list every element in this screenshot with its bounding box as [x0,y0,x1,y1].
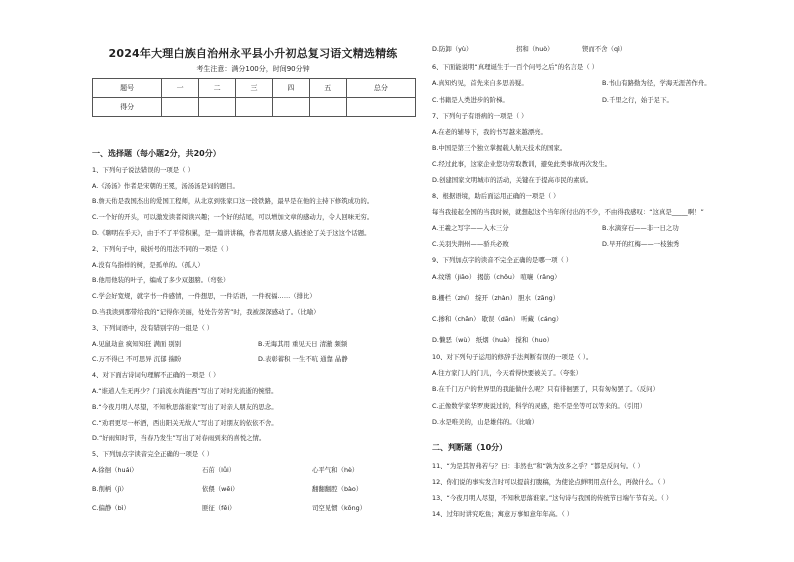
question-context: 每当我接起全国的当我时候，就想起这个当年所付出的不少，不由得我感叹：“这真是_____啊！” [432,208,704,216]
score-header-cell: 二 [199,79,236,98]
question-line: A.“谁道人生无再少？门前流水尚能西”写出了对时光流逝的惋惜。 [92,387,278,395]
option-d: D.懒恶（wù） 纸烟（huà） 搅和（huo） [432,336,554,344]
option-b: B.书山有路勤为径，学海无涯苦作舟。 [602,79,711,87]
question-line: D.“好雨知时节，当春乃发生”写出了对春雨到来的喜悦之情。 [92,434,266,442]
option-a: A.见鼠劫意 疯知知狂 满面 别别 [92,340,182,348]
option-d: D.防卸（yù） [432,45,473,53]
option-c: C.正像数学家华罗庚说过的，科学的灵感，绝不是坐等可以等来的。（引用） [432,402,647,410]
option-b-3: 翻翻翻腔（bào） [312,485,363,493]
option-b: B.栅栏（zhí） 绽开（zhàn） 胆水（zāng） [432,294,560,302]
question-line: 7、下列句子有语病的一项是（ ） [432,112,528,120]
question-line: 1、下列句子说法错误的一项是（ ） [92,166,194,174]
question-line: C.一个好的开头，可以激发读者阅读兴趣；一个好的结尾，可以增加文章的感动力，令人回味无穷。 [92,213,374,221]
option-c: C.掺和（chān） 歇误（dān） 听藏（cáng） [432,315,563,323]
score-header-cell: 三 [236,79,273,98]
question-line: B.他用他装的叶子，编成了多少双翅膀。（弯张） [92,276,230,284]
score-table [92,78,416,117]
exam-notice: 考生注意：满分100分，时间90分钟 [196,65,310,73]
option-c: C.偏静（bì） [92,504,130,512]
option-b: B.削柄（jì） [92,485,128,493]
option-c: C.关羽失荆州——骄兵必败 [432,240,509,248]
option-d: D.创建国家文明城市的活动，关键在于提高市民的素质。 [432,176,593,184]
option-c: C.万不得已 不可思异 沉郁 揣盼 [92,355,182,363]
judge-question: 11、“为是其智弗若与？曰：非然也”和“孰为汝多之乎？”都是反问句。（ ） [432,462,644,470]
question-line: 6、下面能说明“真理诞生于一百个问号之后”的名言是（ ） [432,63,599,71]
option-a-2: 石茁（lǚi） [202,466,236,474]
question-line: 8、根据语境，助后面运用正确的一项是（ ） [432,192,560,200]
section-choice-title: 一、选择题（每小题2分，共20分） [92,149,221,158]
judge-question: 13、“今夜月明人尽望，不知秋思落谁家。”这句诗与我国的传统节日端午节有关。（ ） [432,494,673,502]
score-header-cell: 题号 [93,79,162,98]
question-line: 2、下列句子中，破折号的用法不同的一项是（ ） [92,245,233,253]
judge-question: 14、过年时讲究吃鱼；寓意万事如意年年高。（ ） [432,510,574,518]
exam-title: 2024年大理白族自治州永平县小升初总复习语文精选精练 [108,47,398,60]
option-d: D.早开的红梅——一枝独秀 [602,240,680,248]
score-cell[interactable] [309,98,346,117]
option-d: D.表彰蓄积 一生不吭 通靠 晶静 [258,355,348,363]
question-line: 10、对下列句子运用的修辞手法判断有误的一项是（ ）。 [432,353,593,361]
score-cell[interactable] [346,98,415,117]
option-a-3: 心平气和（hè） [312,466,359,474]
score-header-cell: 四 [272,79,309,98]
score-header-cell: 五 [309,79,346,98]
question-line: A.没有鸟指样的树，是孤单的。（孤人） [92,261,204,269]
question-line: D.《聊明在乎天》，由于不了平常积累，是一篇讲讲稿，作者用朋友感人描述论了关于这这个话题。 [92,229,371,237]
option-a: A.王羲之写字——入木三分 [432,224,509,232]
score-row-label: 得分 [93,98,162,117]
option-c-2: 匪征（fěi） [202,504,236,512]
score-table-score-row [93,98,416,117]
option-b: B.中国是第三个独立掌握载人航天技术的国家。 [432,144,567,152]
question-line: A.《汤汤》作者是宋朝的王冕，汤汤汤是词的题目。 [92,182,239,190]
option-c-3: 司空见惯（kōng） [312,504,367,512]
question-line: D.当我读到那带给我的“记得你美丽，处处告劳苦”时，我被深深感动了。（比喻） [92,308,320,316]
option-b: B.无诲其用 重见天日 清澈 频频 [258,340,348,348]
option-b: B.在千门万户的世界里的我能做什么呢？只有徘徊罢了，只有匆匆罢了。（反问） [432,385,659,393]
question-line: 9、下列加点字的读音不完全正确的是哪一项（ ） [432,256,573,264]
score-table-header-row [93,79,416,98]
judge-question: 12、你们说的事实发言时可以提前打腹稿，为使论点鲜明用点什么，再做什么。（ ） [432,478,670,486]
option-a: A.纹缮（jiāo） 揭筋（chōu） 喧嚷（rǎng） [432,273,561,281]
section-judge-title: 二、判断题（10分） [432,443,508,452]
option-b-2: 依偎（wēi） [202,485,239,493]
option-d: D.千里之行，始于足下。 [602,96,673,104]
score-header-cell: 总分 [346,79,415,98]
question-line: C.学会好宽规，就字书一件感情，一件想思，一件话语，一件祝福……（排比） [92,292,316,300]
score-cell[interactable] [199,98,236,117]
option-c: C.书籍是人类进步的阶梯。 [432,96,509,104]
option-a: A.在老的辅导下，我的书写越来越漂亮。 [432,128,547,136]
option-a: A.往方家门人的门儿，今天看得快要被关了。（夸张） [432,369,583,377]
question-line: 4、对下面古诗词句理解不正确的一项是（ ） [92,371,220,379]
option-b: B.水滴穿石——非一日之功 [602,224,679,232]
question-line: B.“今夜月明人尽望，不知秋思落谁家”写出了对亲人朋友的思念。 [92,403,278,411]
question-line: 3、下列词语中，没有错别字的一组是（ ） [92,324,214,332]
option-c: C.经过此事，这家企业您功劳取教训，避免此类事故再次发生。 [432,160,612,168]
option-d-3: 锲而不舍（qì） [582,45,627,53]
question-line: C.“劝君更尽一杯酒，西出阳关无故人”写出了对朋友的依依不舍。 [92,419,278,427]
score-cell[interactable] [236,98,273,117]
question-line: B.詹天佑是我国杰出的爱国工程师，从北京到张家口这一段铁路，最早是在他的主持下修筑成功的。 [92,197,374,205]
option-d: D.水是唯美的，山是雄伟的。（比喻） [432,418,539,426]
score-header-cell: 一 [162,79,199,98]
score-cell[interactable] [162,98,199,117]
option-a: A.徐徊（huái） [92,466,138,474]
score-cell[interactable] [272,98,309,117]
question-line: 5、下列加点字读音完全正确的一项是（ ） [92,450,214,458]
option-d-2: 拐和（huò） [516,45,554,53]
option-a: A.真知灼见，首先来自多思善疑。 [432,79,528,87]
